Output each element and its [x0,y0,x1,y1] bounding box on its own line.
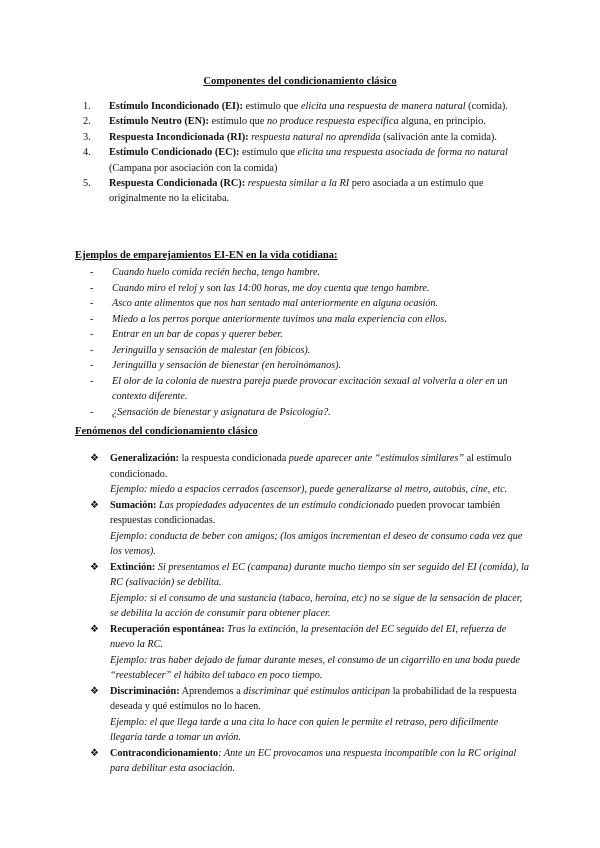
emphasis: Si presentamos el EC (campana) durante mucho tiempo sin ser seguido del EI (comida), la RC (salivación) se debilita. [110,561,529,588]
text: estímulo que [239,147,298,159]
text: estímulo que [242,101,301,112]
diamond-bullet-icon: ❖ [90,561,99,573]
text: (comida). [465,101,508,112]
emphasis: respuesta similar a la RI [247,178,350,190]
list-item [90,684,530,746]
text: al estímulo condicionado. [110,453,512,480]
text: alguna, en principio. [398,116,486,128]
term: Extinción: [110,561,156,573]
text: pero asociada a un estímulo que originalmente no la elicitaba. [109,178,484,205]
text: (Campana por asociación con la comida) [109,162,278,174]
term: Estímulo Neutro (EN): [109,116,209,128]
list-item [83,99,533,114]
example-text: Ejemplo: miedo a espacios cerrados (ascensor), puede generalizarse al metro, autobús, cine, etc. [110,484,508,495]
text: la respuesta condicionada [179,453,289,464]
example-text: Jeringuilla y sensación de bienestar (en heroinómanos). [112,360,342,371]
list-item: - Jeringuilla y sensación de bienestar (en heroinómanos). [90,360,342,371]
list-number: 3. [83,131,91,143]
example-text: Ejemplo: tras haber dejado de fumar durante meses, el consumo de un cigarrillo en una boda puede “reestablecer” el hábito del tabaco en poco tiempo. [110,654,520,681]
example-text: Ejemplo: si el consumo de una sustancia (tabaco, heroína, etc) no se sigue de la sensación de placer, se debilita la acción de consumir para obtener placer. [110,592,523,619]
term: Respuesta Incondicionada (RI): [109,131,249,143]
list-item [83,176,533,207]
example-text: Ejemplo: conducta de beber con amigos; (los amigos incrementan el deseo de consumo cada vez que los vemos). [110,530,523,557]
term: Contracondicionamiento [110,747,219,759]
emphasis: puede aparecer ante “estímulos similares” [288,453,465,464]
list-item: - El olor de la colonia de nuestra pareja puede provocar excitación sexual al volverla a oler en un contexto diferente. [90,375,508,402]
term: Estímulo Incondicionado (EI): [109,101,243,112]
term: Discriminación: [110,685,180,697]
emphasis: discriminar qué estímulos anticipan [243,685,391,697]
term: Generalización: [110,453,180,464]
diamond-bullet-icon: ❖ [90,453,99,464]
text: estímulo que [208,116,267,128]
list-item [90,622,530,684]
list-number: 4. [83,147,91,159]
list-item: - ¿Sensación de bienestar y asignatura de Psicología?. [90,406,331,418]
text: la probabilidad de la respuesta deseada y qué estímulos no lo hacen. [110,685,517,712]
example-text: Miedo a los perros porque anteriormente tuvimos una mala experiencia con ellos. [112,313,447,325]
components-list [83,99,533,207]
diamond-bullet-icon: ❖ [90,685,99,697]
text: Aprendemos a [179,685,244,697]
diamond-bullet-icon: ❖ [90,747,99,759]
list-item [90,746,530,777]
examples-list [90,265,530,420]
list-item: - Asco ante alimentos que nos han sentado mal anteriormente en alguna ocasión. [90,298,438,309]
list-number: 1. [83,101,91,112]
emphasis: elicita una respuesta asociada de forma no natural [297,147,508,159]
list-item [83,130,533,145]
phenomena-heading: Fenómenos del condicionamiento clásico [75,426,258,437]
emphasis: Las propiedades adyacentes de un estímulo condicionado [158,499,394,511]
example-text: Cuando miro el reloj y son las 14:00 horas, me doy cuenta que tengo hambre. [112,282,430,294]
emphasis: elicita una respuesta de manera natural [300,101,466,112]
list-item [83,114,533,129]
diamond-bullet-icon: ❖ [90,623,99,635]
text: (salivación ante la comida). [380,131,497,143]
term: Estímulo Condicionado (EC): [109,147,240,159]
term: Respuesta Condicionada (RC): [109,178,246,190]
emphasis: : Ante un EC provocamos una respuesta incompatible con la RC original para debilitar esta asociación. [110,747,517,774]
list-item [90,451,530,498]
example-text: ¿Sensación de bienestar y asignatura de Psicología?. [112,406,331,418]
example-text: Jeringuilla y sensación de malestar (en fóbicos). [112,344,311,356]
diamond-bullet-icon: ❖ [90,499,99,511]
list-number: 2. [83,116,91,128]
emphasis: Tras la extinción, la presentación del EC seguido del EI, refuerza de nuevo la RC. [110,623,507,650]
example-text: El olor de la colonia de nuestra pareja puede provocar excitación sexual al volverla a oler en un contexto diferente. [112,375,508,402]
examples-heading: Ejemplos de emparejamientos EI-EN en la vida cotidiana: [75,250,338,261]
phenomena-list [90,451,530,777]
list-item [90,560,530,622]
list-item: - Jeringuilla y sensación de malestar (en fóbicos). [90,344,311,356]
list-item [83,145,533,176]
example-text: Cuando huelo comida recién hecha, tengo hambre. [112,267,321,278]
term: Sumación: [110,499,157,511]
list-item [90,498,530,560]
page-title: Componentes del condicionamiento clásico [203,76,397,87]
term: Recuperación espontánea: [110,623,225,635]
list-item: - Entrar en un bar de copas y querer beber. [90,329,283,340]
example-text: Asco ante alimentos que nos han sentado mal anteriormente en alguna ocasión. [112,298,438,309]
list-item: - Miedo a los perros porque anteriormente tuvimos una mala experiencia con ellos. [90,313,447,325]
list-item: - Cuando huelo comida recién hecha, tengo hambre. [90,267,321,278]
list-item: - Cuando miro el reloj y son las 14:00 horas, me doy cuenta que tengo hambre. [90,282,430,294]
example-text: Entrar en un bar de copas y querer beber. [112,329,283,340]
text: pueden provocar también respuestas condicionadas. [110,499,501,526]
example-text: Ejemplo: el que llega tarde a una cita lo hace con quien le permite el retraso, pero difícilmente llegaría tarde a tomar un avión. [110,716,499,743]
list-number: 5. [83,178,91,190]
emphasis: respuesta natural no aprendida [251,131,381,143]
emphasis: no produce respuesta específica [266,116,399,128]
